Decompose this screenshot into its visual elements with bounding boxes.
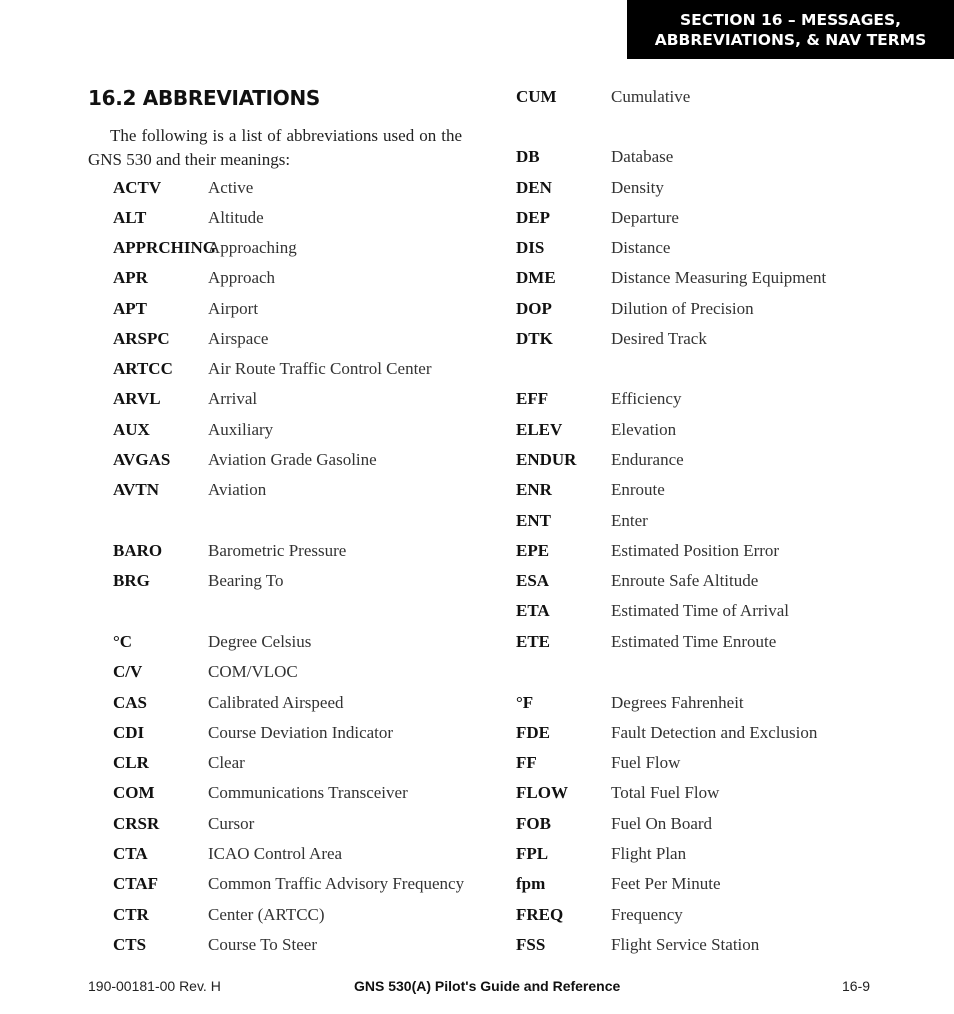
abbreviation: fpm: [516, 874, 546, 893]
abbreviation: ENDUR: [516, 450, 577, 469]
definition: Auxiliary: [208, 420, 274, 439]
definition: Arrival: [208, 389, 258, 408]
abbreviation: CUM: [516, 87, 557, 106]
definition: Enroute: [611, 480, 665, 499]
section-header-line1: SECTION 16 – MESSAGES,: [679, 10, 902, 29]
abbreviation: FLOW: [516, 783, 568, 802]
abbreviation: APR: [113, 268, 148, 287]
definition: Communications Transceiver: [208, 783, 408, 802]
abbreviation: EPE: [516, 541, 550, 560]
footer-title: GNS 530(A) Pilot's Guide and Reference: [354, 978, 621, 994]
abbreviation: CAS: [113, 693, 148, 712]
abbreviation: AUX: [113, 420, 150, 439]
intro-paragraph: The following is a list of abbreviations used on the GNS 530 and their meanings:: [88, 126, 462, 169]
abbreviation: DEP: [516, 208, 550, 227]
abbreviation: CTAF: [113, 874, 159, 893]
definition: Air Route Traffic Control Center: [208, 359, 432, 378]
abbreviation: CTR: [113, 905, 149, 924]
definition: Database: [611, 147, 674, 166]
definition: Bearing To: [208, 571, 284, 590]
abbreviation: DME: [516, 268, 556, 287]
abbreviation: CDI: [113, 723, 145, 742]
abbreviation: ETA: [516, 601, 550, 620]
abbreviation: CTS: [113, 935, 147, 954]
definition: Aviation: [208, 480, 267, 499]
section-header: [627, 0, 954, 59]
abbreviation: FPL: [516, 844, 549, 863]
abbreviation: ELEV: [516, 420, 563, 439]
definition: Airspace: [208, 329, 269, 348]
abbreviation: ALT: [113, 208, 147, 227]
definition: Clear: [208, 753, 245, 772]
abbreviation: FF: [516, 753, 537, 772]
footer-doc-number: 190-00181-00 Rev. H: [88, 978, 221, 994]
abbreviation: ACTV: [113, 178, 162, 197]
definition: Flight Service Station: [611, 935, 760, 954]
abbreviation: BARO: [113, 541, 163, 560]
abbreviation: ARTCC: [113, 359, 173, 378]
abbreviation: FSS: [516, 935, 546, 954]
definition: Estimated Time Enroute: [611, 632, 777, 651]
abbreviation: DIS: [516, 238, 545, 257]
abbreviation: DEN: [516, 178, 552, 197]
definition: Desired Track: [611, 329, 707, 348]
definition: Enter: [611, 511, 648, 530]
abbreviation: ARVL: [113, 389, 161, 408]
abbreviation: DTK: [516, 329, 553, 348]
definition: Endurance: [611, 450, 684, 469]
definition: Barometric Pressure: [208, 541, 347, 560]
definition: Departure: [611, 208, 679, 227]
abbreviation: APT: [113, 299, 147, 318]
definition: Fuel On Board: [611, 814, 713, 833]
definition: Common Traffic Advisory Frequency: [208, 874, 465, 893]
definition: Center (ARTCC): [208, 905, 325, 924]
definition: Cursor: [208, 814, 255, 833]
definition: Fuel Flow: [611, 753, 681, 772]
definition: Degrees Fahrenheit: [611, 693, 744, 712]
abbreviation: CLR: [113, 753, 149, 772]
definition: Estimated Position Error: [611, 541, 780, 560]
definition: Density: [611, 178, 664, 197]
definition: Degree Celsius: [208, 632, 312, 651]
definition: Estimated Time of Arrival: [611, 601, 790, 620]
abbreviation: DB: [516, 147, 540, 166]
abbreviation: ETE: [516, 632, 551, 651]
definition: Approach: [208, 268, 276, 287]
definition: Fault Detection and Exclusion: [611, 723, 818, 742]
definition: Elevation: [611, 420, 677, 439]
definition: Airport: [208, 299, 259, 318]
footer-page-number: 16-9: [842, 978, 871, 994]
definition: Altitude: [208, 208, 264, 227]
definition: Total Fuel Flow: [611, 783, 720, 802]
definition: Efficiency: [611, 389, 682, 408]
definition: Course To Steer: [208, 935, 317, 954]
definition: Frequency: [611, 905, 683, 924]
page-title: 16.2 ABBREVIATIONS: [88, 86, 321, 110]
abbreviation: ENR: [516, 480, 552, 499]
abbreviation: °F: [516, 693, 534, 712]
abbreviation: FOB: [516, 814, 551, 833]
abbreviation: BRG: [113, 571, 150, 590]
abbreviation: ESA: [516, 571, 550, 590]
definition: Course Deviation Indicator: [208, 723, 394, 742]
abbreviation: AVGAS: [113, 450, 171, 469]
abbreviation: APPRCHING: [113, 238, 216, 257]
abbreviation: COM: [113, 783, 155, 802]
definition: Distance Measuring Equipment: [611, 268, 827, 287]
abbreviation: FDE: [516, 723, 550, 742]
definition: Approaching: [208, 238, 297, 257]
definition: Enroute Safe Altitude: [611, 571, 759, 590]
definition: Flight Plan: [611, 844, 687, 863]
definition: Active: [208, 178, 254, 197]
abbreviation: °C: [113, 632, 133, 651]
definition: Distance: [611, 238, 671, 257]
definition: Feet Per Minute: [611, 874, 721, 893]
definition: Dilution of Precision: [611, 299, 754, 318]
abbreviation: AVTN: [113, 480, 159, 499]
abbreviation: CTA: [113, 844, 148, 863]
abbreviation: CRSR: [113, 814, 160, 833]
definition: Calibrated Airspeed: [208, 693, 344, 712]
abbreviation: ENT: [516, 511, 551, 530]
definition: COM/VLOC: [208, 662, 298, 681]
abbreviation: FREQ: [516, 905, 564, 924]
section-header-line2: ABBREVIATIONS, & NAV TERMS: [654, 30, 927, 49]
abbreviation: EFF: [516, 389, 549, 408]
abbreviation: DOP: [516, 299, 552, 318]
definition: Aviation Grade Gasoline: [208, 450, 377, 469]
definition: Cumulative: [611, 87, 691, 106]
definition: ICAO Control Area: [208, 844, 343, 863]
abbreviation: ARSPC: [113, 329, 170, 348]
abbreviation: C/V: [113, 662, 143, 681]
